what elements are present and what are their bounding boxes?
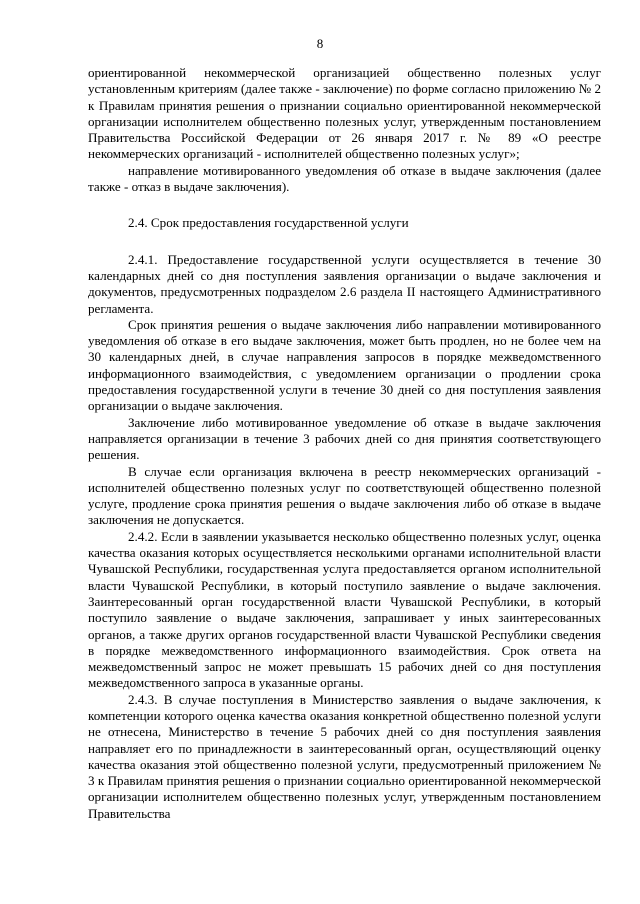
paragraph: Срок принятия решения о выдаче заключения либо направлении мотивированного уведомления об отказе в его выдаче заключения, может быть продлен, но не более чем на 30 календарных дней, в случае направления запросов в порядке межведомственного информационного взаимодействия, с уведомлением организации о продлении срока предоставления государственной услуги в течение 30 дней со дня поступления заявления организации о выдаче заключения. [88, 316, 601, 414]
paragraph: 2.4.1. Предоставление государственной услуги осуществляется в течение 30 календарных дней со дня поступления заявления организации о выдаче заключения и документов, предусмотренных подразделом 2.6 раздела II настоящего Административного регламента. [88, 251, 601, 316]
paragraph: Заключение либо мотивированное уведомление об отказе в выдаче заключения направляется организации в течение 3 рабочих дней со дня принятия соответствующего решения. [88, 414, 601, 463]
paragraph: В случае если организация включена в реестр некоммерческих организаций - исполнителей общественно полезных услуг по соответствующей общественно полезной услуге, продление срока принятия решения о выдаче заключения либо об отказе в выдаче заключения не допускается. [88, 463, 601, 528]
paragraph: 2.4.3. В случае поступления в Министерство заявления о выдаче заключения, к компетенции которого оценка качества оказания конкретной общественно полезной услуги не отнесена, Министерство в течение 5 рабочих дней со дня поступления заявления направляет его по принадлежности в заинтересованный орган, осуществляющий оценку качества оказания этой общественно полезной услуги, предусмотренный приложением № 3 к Правилам принятия решения о признании социально ориентированной некоммерческой организации исполнителем общественно полезных услуг, утвержденным постановлением Правительства [88, 691, 601, 821]
paragraph: 2.4.2. Если в заявлении указывается несколько общественно полезных услуг, оценка качества оказания которых осуществляется несколькими органами исполнительной власти Чувашской Республики, государственная услуга предоставляется органом исполнительной власти Чувашской Республики, в который поступило заявление о выдаче заключения. Заинтересованный орган государственной власти Чувашской Республики, в который поступило заявление о выдаче заключения, запрашивает у иных заинтересованных органов, а также других органов государственной власти Чувашской Республики сведения в порядке межведомственного информационного взаимодействия. Срок ответа на межведомственный запрос не может превышать 15 рабочих дней со дня поступления межведомственного запроса в указанные органы. [88, 528, 601, 691]
page-number: 8 [316, 36, 324, 51]
paragraph: направление мотивированного уведомления об отказе в выдаче заключения (далее также - отказ в выдаче заключения). [88, 162, 601, 195]
document-body [88, 65, 601, 822]
section-heading: 2.4. Срок предоставления государственной услуги [128, 215, 409, 231]
paragraph-continuation: ориентированной некоммерческой организацией общественно полезных услуг установленным критериям (далее также - заключение) по форме согласно приложению № 2 к Правилам принятия решения о признании социально ориентированной некоммерческой организации исполнителем общественно полезных услуг, утвержденным постановлением Правительства Российской Федерации от 26 января 2017 г. № 89 «О реестре некоммерческих организаций - исполнителей общественно полезных услуг»; [88, 65, 601, 162]
